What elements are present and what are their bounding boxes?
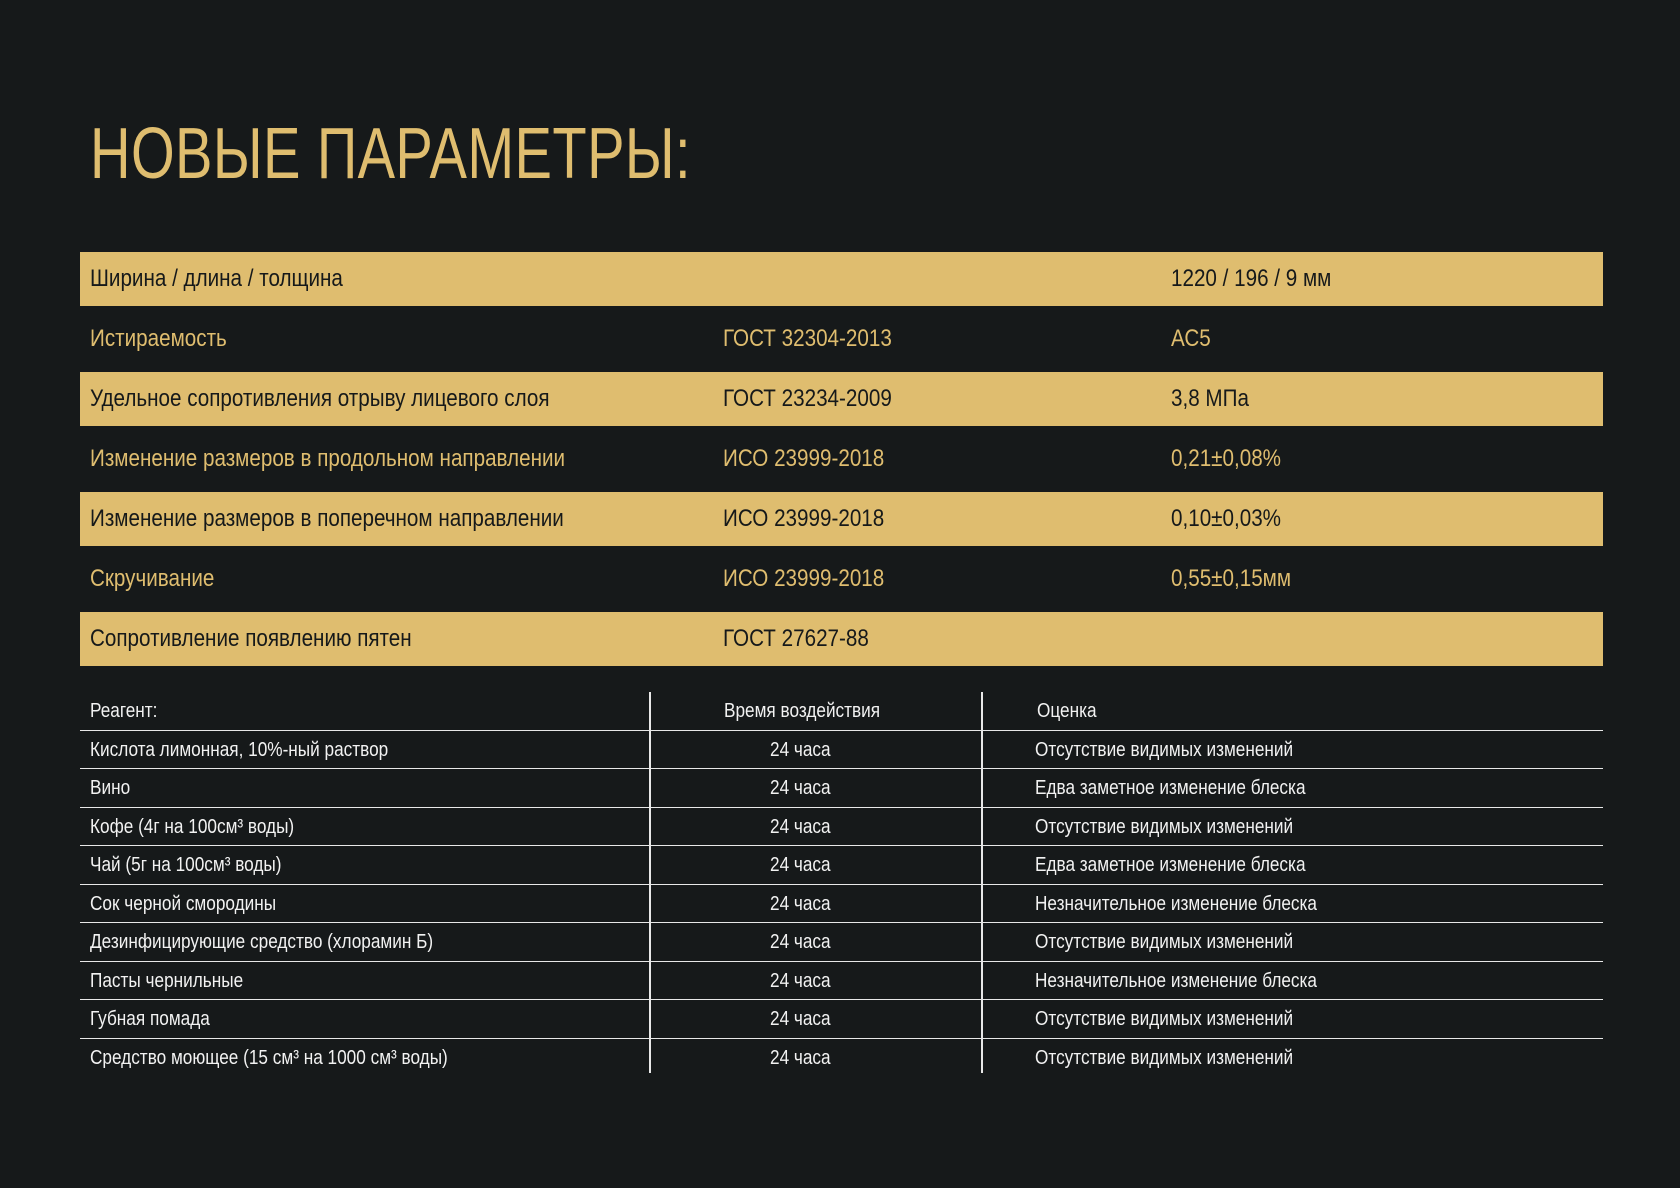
parameter-name: Изменение размеров в продольном направлении [90, 445, 566, 472]
parameters-table [80, 252, 1603, 672]
time-cell: 24 часа [770, 777, 831, 799]
reagent-cell: Вино [90, 777, 131, 799]
parameter-row [80, 612, 1603, 666]
parameter-row [80, 252, 1603, 306]
result-cell: Едва заметное изменение блеска [1035, 777, 1306, 799]
parameter-name: Удельное сопротивления отрыву лицевого слоя [90, 385, 550, 412]
time-cell: 24 часа [770, 892, 831, 915]
time-cell: 24 часа [770, 854, 831, 876]
parameter-value: 3,8 МПа [1171, 385, 1249, 412]
table-row [80, 731, 1603, 770]
parameter-standard: ИСО 23999-2018 [723, 445, 885, 472]
parameter-value: 0,21±0,08% [1171, 445, 1282, 472]
table-row [80, 962, 1603, 1001]
parameter-standard: ГОСТ 32304-2013 [723, 325, 892, 352]
result-cell: Отсутствие видимых изменений [1035, 738, 1294, 761]
parameter-value: АС5 [1171, 325, 1211, 352]
result-cell: Отсутствие видимых изменений [1035, 1008, 1294, 1030]
time-cell: 24 часа [770, 1008, 831, 1030]
table-row [80, 808, 1603, 847]
parameter-row [80, 372, 1603, 426]
result-cell: Едва заметное изменение блеска [1035, 854, 1306, 876]
reagent-cell: Средство моющее (15 см³ на 1000 см³ воды) [90, 1046, 448, 1069]
parameter-value: 0,10±0,03% [1171, 505, 1282, 532]
page-title: НОВЫЕ ПАРАМЕТРЫ: [90, 114, 692, 194]
time-cell: 24 часа [770, 738, 831, 761]
parameter-name: Изменение размеров в поперечном направлении [90, 505, 564, 532]
result-cell: Отсутствие видимых изменений [1035, 1046, 1294, 1069]
table-row [80, 923, 1603, 962]
parameter-standard: ГОСТ 27627-88 [723, 625, 869, 652]
parameter-name: Ширина / длина / толщина [90, 265, 343, 292]
parameter-standard: ИСО 23999-2018 [723, 505, 885, 532]
parameter-value: 0,55±0,15мм [1171, 565, 1292, 592]
parameter-standard: ГОСТ 23234-2009 [723, 385, 892, 412]
reagent-cell: Пасты чернильные [90, 969, 244, 992]
result-cell: Отсутствие видимых изменений [1035, 931, 1294, 953]
time-cell: 24 часа [770, 969, 831, 992]
reagent-cell: Кофе (4г на 100см³ воды) [90, 815, 295, 838]
table-row [80, 1000, 1603, 1039]
parameter-standard: ИСО 23999-2018 [723, 565, 885, 592]
parameter-row [80, 492, 1603, 546]
header-time: Время воздействия [724, 700, 881, 722]
time-cell: 24 часа [770, 1046, 831, 1069]
parameter-name: Скручивание [90, 565, 215, 592]
table-row [80, 1039, 1603, 1078]
reagent-cell: Дезинфицирующие средство (хлорамин Б) [90, 931, 434, 953]
time-cell: 24 часа [770, 931, 831, 953]
table-row [80, 885, 1603, 924]
result-cell: Отсутствие видимых изменений [1035, 815, 1294, 838]
stain-resistance-table [80, 692, 1603, 1077]
parameter-row [80, 432, 1603, 486]
table-row [80, 769, 1603, 808]
header-reagent: Реагент: [90, 700, 158, 722]
reagent-cell: Чай (5г на 100см³ воды) [90, 854, 282, 876]
parameter-value: 1220 / 196 / 9 мм [1171, 265, 1332, 292]
parameter-row [80, 312, 1603, 366]
reagent-cell: Кислота лимонная, 10%-ный раствор [90, 738, 389, 761]
table-row [80, 846, 1603, 885]
header-result: Оценка [1037, 700, 1097, 722]
table-header-row [80, 692, 1603, 731]
result-cell: Незначительное изменение блеска [1035, 892, 1317, 915]
parameter-name: Сопротивление появлению пятен [90, 625, 412, 652]
result-cell: Незначительное изменение блеска [1035, 969, 1317, 992]
parameter-row [80, 552, 1603, 606]
time-cell: 24 часа [770, 815, 831, 838]
reagent-cell: Сок черной смородины [90, 892, 277, 915]
parameter-name: Истираемость [90, 325, 227, 352]
reagent-cell: Губная помада [90, 1008, 210, 1030]
